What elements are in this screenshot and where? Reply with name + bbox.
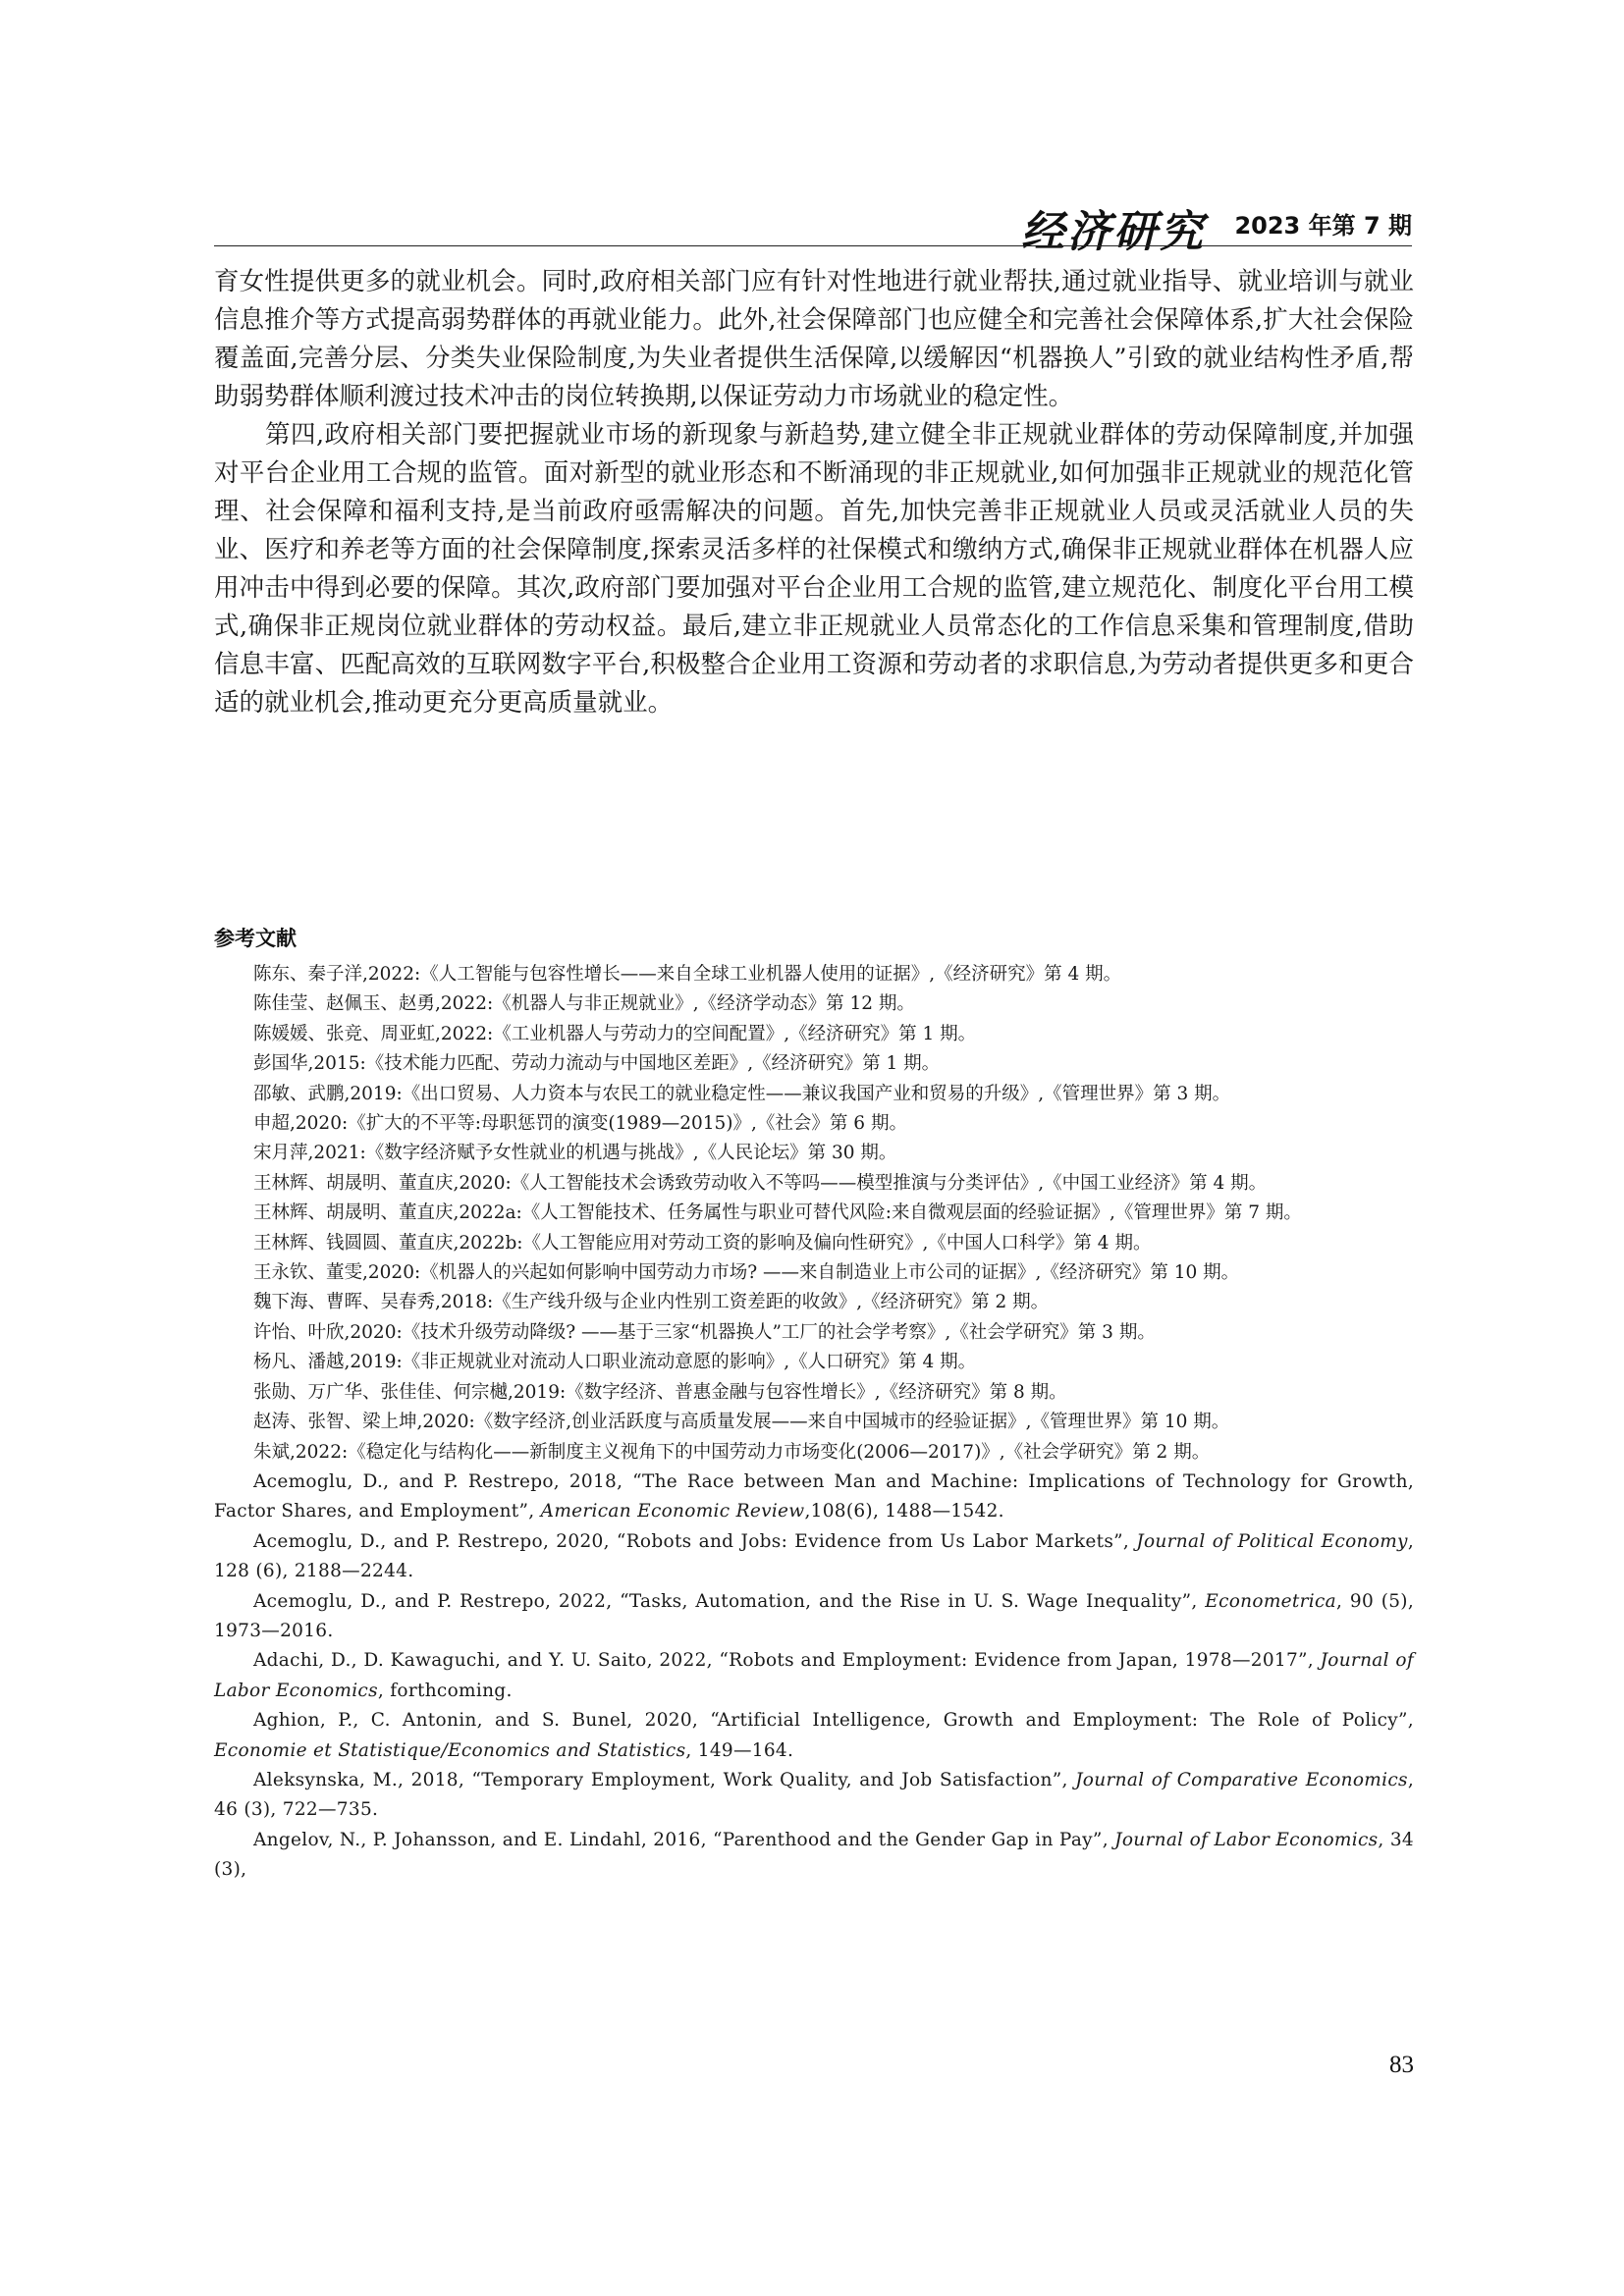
reference-cn: 张勋、万广华、张佳佳、何宗樾,2019:《数字经济、普惠金融与包容性增长》,《经济研究》第 8 期。 bbox=[253, 1381, 1067, 1403]
reference-cn: 王林辉、胡晟明、董直庆,2020:《人工智能技术会诱致劳动收入不等吗——模型推演与分类评估》,《中国工业经济》第 4 期。 bbox=[253, 1172, 1268, 1194]
reference-en bbox=[214, 1706, 1414, 1766]
reference-authors-title: Angelov, N., P. Johansson, and E. Lindahl, 2016, “Parenthood and the Gender Gap in Pay”, bbox=[253, 1829, 1115, 1850]
body-paragraph-1: 育女性提供更多的就业机会。同时,政府相关部门应有针对性地进行就业帮扶,通过就业指导、就业培训与就业信息推介等方式提高弱势群体的再就业能力。此外,社会保障部门也应健全和完善社会保障体系,扩大社会保险覆盖面,完善分层、分类失业保险制度,为失业者提供生活保障,以缓解因“机器换人”引致的就业结构性矛盾,帮助弱势群体顺利渡过技术冲击的岗位转换期,以保证劳动力市场就业的稳定性。 bbox=[214, 267, 1414, 411]
reference-en bbox=[214, 1527, 1414, 1587]
reference-journal: Journal of Political Economy bbox=[1136, 1530, 1408, 1552]
reference-cn: 陈媛媛、张竞、周亚虹,2022:《工业机器人与劳动力的空间配置》,《经济研究》第 1 期。 bbox=[253, 1023, 977, 1044]
references-list bbox=[214, 960, 1414, 1886]
reference-authors-title: Aleksynska, M., 2018, “Temporary Employment, Work Quality, and Job Satisfaction”, bbox=[253, 1769, 1076, 1790]
reference-volume: ,108(6), 1488—1542. bbox=[804, 1501, 1004, 1522]
reference-journal: Econometrica bbox=[1205, 1590, 1337, 1612]
reference-cn: 陈东、秦子洋,2022:《人工智能与包容性增长——来自全球工业机器人使用的证据》,《经济研究》第 4 期。 bbox=[253, 964, 1122, 985]
reference-cn: 邵敏、武鹏,2019:《出口贸易、人力资本与农民工的就业稳定性——兼议我国产业和贸易的升级》,《管理世界》第 3 期。 bbox=[253, 1083, 1231, 1104]
reference-cn: 申超,2020:《扩大的不平等:母职惩罚的演变(1989—2015)》,《社会》第 6 期。 bbox=[253, 1113, 907, 1135]
reference-cn: 魏下海、曹晖、吴春秀,2018:《生产线升级与企业内性别工资差距的收敛》,《经济研究》第 2 期。 bbox=[253, 1292, 1050, 1313]
reference-authors-title: Adachi, D., D. Kawaguchi, and Y. U. Saito, 2022, “Robots and Employment: Evidence from Japan, 1978—2017”, bbox=[253, 1650, 1321, 1672]
reference-volume: , 90 (5), 1973—2016. bbox=[214, 1590, 1415, 1641]
body-paragraph-2: 第四,政府相关部门要把握就业市场的新现象与新趋势,建立健全非正规就业群体的劳动保障制度,并加强对平台企业用工合规的监管。面对新型的就业形态和不断涌现的非正规就业,如何加强非正规就业的规范化管理、社会保障和福利支持,是当前政府亟需解决的问题。首先,加快完善非正规就业人员或灵活就业人员的失业、医疗和养老等方面的社会保障制度,探索灵活多样的社保模式和缴纳方式,确保非正规就业群体在机器人应用冲击中得到必要的保障。其次,政府部门要加强对平台企业用工合规的监管,建立规范化、制度化平台用工模式,确保非正规岗位就业群体的劳动权益。最后,建立非正规就业人员常态化的工作信息采集和管理制度,借助信息丰富、匹配高效的互联网数字平台,积极整合企业用工资源和劳动者的求职信息,为劳动者提供更多和更合适的就业机会,推动更充分更高质量就业。 bbox=[214, 420, 1414, 718]
reference-volume: , 128 (6), 2188—2244. bbox=[214, 1530, 1414, 1582]
reference-journal: American Economic Review bbox=[540, 1501, 805, 1522]
reference-cn: 杨凡、潘越,2019:《非正规就业对流动人口职业流动意愿的影响》,《人口研究》第 4 期。 bbox=[253, 1352, 977, 1373]
reference-volume: , 34 (3), bbox=[214, 1829, 1414, 1881]
header-rule bbox=[214, 245, 1412, 246]
reference-journal: Journal of Labor Economics bbox=[214, 1650, 1415, 1701]
reference-authors-title: Acemoglu, D., and P. Restrepo, 2018, “The Race between Man and Machine: Implications of Technology for Growth, Factor Shares, and Employment”, bbox=[214, 1470, 1414, 1522]
issue-label: 2023 年第 7 期 bbox=[1234, 212, 1412, 240]
reference-cn: 王永钦、董雯,2020:《机器人的兴起如何影响中国劳动力市场? ——来自制造业上市公司的证据》,《经济研究》第 10 期。 bbox=[253, 1262, 1240, 1284]
reference-en bbox=[214, 1826, 1414, 1886]
reference-cn: 彭国华,2015:《技术能力匹配、劳动力流动与中国地区差距》,《经济研究》第 1 期。 bbox=[253, 1053, 941, 1075]
reference-authors-title: Acemoglu, D., and P. Restrepo, 2020, “Robots and Jobs: Evidence from Us Labor Markets”, bbox=[253, 1530, 1137, 1552]
reference-cn: 赵涛、张智、梁上坤,2020:《数字经济,创业活跃度与高质量发展——来自中国城市的经验证据》,《管理世界》第 10 期。 bbox=[253, 1412, 1230, 1433]
reference-journal: Journal of Comparative Economics bbox=[1075, 1769, 1408, 1790]
reference-cn: 宋月萍,2021:《数字经济赋予女性就业的机遇与挑战》,《人民论坛》第 30 期。 bbox=[253, 1143, 897, 1164]
reference-journal: Economie et Statistique/Economics and Statistics bbox=[214, 1739, 686, 1761]
reference-volume: , 149—164. bbox=[685, 1739, 794, 1761]
page-header bbox=[214, 192, 1412, 257]
reference-en bbox=[214, 1468, 1414, 1527]
reference-cn: 许怡、叶欣,2020:《技术升级劳动降级? ——基于三家“机器换人”工厂的社会学考察》,《社会学研究》第 3 期。 bbox=[253, 1321, 1156, 1343]
reference-en bbox=[214, 1766, 1414, 1826]
page-number: 83 bbox=[1389, 2052, 1414, 2078]
reference-authors-title: Aghion, P., C. Antonin, and S. Bunel, 2020, “Artificial Intelligence, Growth and Employment: The Role of Policy”, bbox=[253, 1710, 1414, 1732]
reference-cn: 王林辉、胡晟明、董直庆,2022a:《人工智能技术、任务属性与职业可替代风险:来自微观层面的经验证据》,《管理世界》第 7 期。 bbox=[253, 1202, 1302, 1224]
reference-journal: Journal of Labor Economics bbox=[1114, 1829, 1379, 1850]
reference-en bbox=[214, 1587, 1414, 1647]
reference-cn: 朱斌,2022:《稳定化与结构化——新制度主义视角下的中国劳动力市场变化(2006—2017)》,《社会学研究》第 2 期。 bbox=[253, 1441, 1211, 1463]
reference-authors-title: Acemoglu, D., and P. Restrepo, 2022, “Tasks, Automation, and the Rise in U. S. Wage Inequality”, bbox=[253, 1590, 1206, 1612]
reference-cn: 陈佳莹、赵佩玉、赵勇,2022:《机器人与非正规就业》,《经济学动态》第 12 期。 bbox=[253, 993, 915, 1015]
body-text bbox=[214, 263, 1414, 722]
references-heading: 参考文献 bbox=[214, 927, 297, 950]
reference-en bbox=[214, 1646, 1414, 1706]
reference-volume: , 46 (3), 722—735. bbox=[214, 1769, 1415, 1821]
reference-volume: , forthcoming. bbox=[377, 1680, 513, 1701]
journal-logo: 经济研究 bbox=[1021, 207, 1206, 257]
reference-cn: 王林辉、钱圆圆、董直庆,2022b:《人工智能应用对劳动工资的影响及偏向性研究》,《中国人口科学》第 4 期。 bbox=[253, 1232, 1152, 1254]
